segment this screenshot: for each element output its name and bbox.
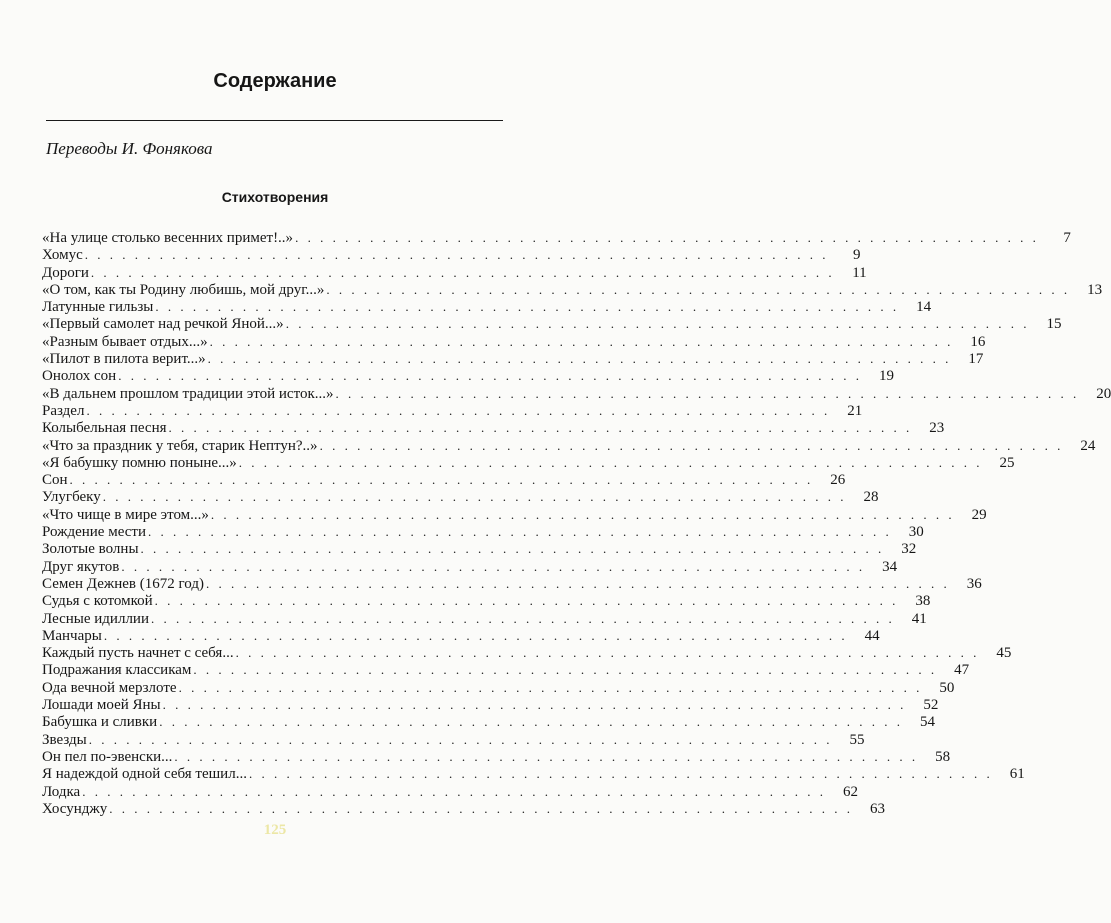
- dot-leader: . . . . . . . . . . . . . . . . . . . . . . . . . . . . . . . . . . . . . . . . . . . . . . . . . . . . . . . . . . . .: [319, 437, 1064, 453]
- toc-entry-page: 9: [853, 247, 861, 264]
- toc-entry-page: 21: [847, 402, 863, 419]
- dot-leader: . . . . . . . . . . . . . . . . . . . . . . . . . . . . . . . . . . . . . . . . . . . . . . . . . . . . . . . . . . . .: [151, 610, 895, 626]
- dot-leader: . . . . . . . . . . . . . . . . . . . . . . . . . . . . . . . . . . . . . . . . . . . . . . . . . . . . . . . . . . . .: [88, 731, 833, 747]
- toc-entry-page: 28: [863, 489, 879, 506]
- toc-entry-page: 23: [929, 420, 945, 437]
- toc-entry-page: 61: [1009, 766, 1025, 783]
- dot-leader: . . . . . . . . . . . . . . . . . . . . . . . . . . . . . . . . . . . . . . . . . . . . . . . . . . . . . . . . . . . .: [102, 489, 847, 505]
- toc-entry-page: 16: [970, 333, 986, 350]
- toc-entry-title: «Я бабушку помню поныне...»: [42, 454, 237, 471]
- toc-entry: [42, 731, 865, 748]
- toc-entry: [42, 679, 955, 696]
- toc-entry: [42, 800, 885, 817]
- toc-entry-title: Лошади моей Яны: [42, 697, 161, 714]
- toc-entry: [42, 333, 986, 350]
- toc-entry-title: Хосунджу: [42, 800, 108, 817]
- toc-entry-page: 17: [968, 351, 984, 368]
- toc-entry-page: 15: [1046, 316, 1062, 333]
- dot-leader: . . . . . . . . . . . . . . . . . . . . . . . . . . . . . . . . . . . . . . . . . . . . . . . . . . . . . . . . . . . .: [326, 281, 1071, 297]
- toc-entry-title: «Разным бывает отдых...»: [42, 333, 208, 350]
- toc-entry: [42, 558, 898, 575]
- dot-leader: . . . . . . . . . . . . . . . . . . . . . . . . . . . . . . . . . . . . . . . . . . . . . . . . . . . . . . . . . . . .: [90, 264, 835, 280]
- toc-entry-page: 34: [882, 558, 898, 575]
- toc-entry-title: Рождение мести: [42, 524, 146, 541]
- toc-entry: [42, 783, 858, 800]
- toc-entry: [42, 298, 932, 316]
- toc-entry-page: 7: [1063, 230, 1071, 246]
- toc-entry-page: 55: [849, 731, 865, 748]
- toc-entry-title: Хомус: [42, 247, 83, 264]
- toc-entry: [42, 281, 1103, 298]
- toc-entry: [42, 748, 951, 765]
- toc-entry: [42, 419, 945, 437]
- toc-entry: [42, 385, 1111, 402]
- toc-entry-title: Ода вечной мерзлоте: [42, 679, 177, 696]
- toc-entry-title: Золотые волны: [42, 541, 139, 558]
- toc-entry-title: Манчары: [42, 627, 102, 644]
- toc-entry-title: Лесные идиллии: [42, 610, 149, 627]
- toc-entry-title: «О том, как ты Родину любишь, мой друг...»: [42, 281, 325, 298]
- toc-entry-title: Звезды: [42, 731, 87, 748]
- toc-entry-page: 44: [864, 627, 880, 644]
- toc-entry-page: 36: [966, 575, 982, 592]
- toc-entry-page: 29: [971, 506, 987, 523]
- dot-leader: . . . . . . . . . . . . . . . . . . . . . . . . . . . . . . . . . . . . . . . . . . . . . . . . . . . . . . . . . . . .: [235, 645, 980, 661]
- toc-entry: [42, 713, 935, 731]
- toc-entry-title: Он пел по-эвенски...: [42, 748, 173, 765]
- toc-entry-title: «Что чище в мире этом...»: [42, 506, 209, 523]
- section-heading: Стихотворения: [221, 189, 329, 205]
- toc-entry: [42, 246, 861, 264]
- page-title: Содержание: [213, 70, 337, 92]
- toc-entry: [42, 627, 880, 644]
- toc-entry-page: 63: [870, 800, 885, 817]
- dot-leader: . . . . . . . . . . . . . . . . . . . . . . . . . . . . . . . . . . . . . . . . . . . . . . . . . . . . . . . . . . . .: [210, 506, 955, 522]
- toc-entry-page: 45: [996, 645, 1012, 662]
- toc-entry-title: Колыбельная песня: [42, 420, 167, 437]
- dot-leader: . . . . . . . . . . . . . . . . . . . . . . . . . . . . . . . . . . . . . . . . . . . . . . . . . . . . . . . . . . . .: [209, 333, 954, 349]
- dot-leader: . . . . . . . . . . . . . . . . . . . . . . . . . . . . . . . . . . . . . . . . . . . . . . . . . . . . . . . . . . . .: [109, 800, 853, 816]
- page-number: 125: [263, 822, 287, 838]
- toc-entry-page: 19: [878, 368, 894, 385]
- toc-entry-title: Латунные гильзы: [42, 299, 154, 316]
- toc-entry: [42, 523, 924, 541]
- toc-entry-page: 47: [954, 662, 970, 679]
- toc-entry-title: Бабушка и сливки: [42, 714, 158, 731]
- toc-entry: [42, 644, 1012, 662]
- dot-leader: . . . . . . . . . . . . . . . . . . . . . . . . . . . . . . . . . . . . . . . . . . . . . . . . . . . . . . . . . . . .: [159, 714, 903, 730]
- toc-entry-page: 54: [919, 714, 935, 731]
- toc-entry-title: Каждый пусть начнет с себя...: [42, 645, 234, 662]
- toc-entry: [42, 471, 846, 489]
- dot-leader: . . . . . . . . . . . . . . . . . . . . . . . . . . . . . . . . . . . . . . . . . . . . . . . . . . . . . . . . . . . .: [103, 627, 848, 643]
- toc-entry-title: Друг якутов: [42, 558, 120, 575]
- toc-entry-title: «Пилот в пилота верит...»: [42, 351, 206, 368]
- toc-entry-page: 20: [1096, 385, 1111, 402]
- toc-entry: [42, 350, 984, 368]
- dot-leader: . . . . . . . . . . . . . . . . . . . . . . . . . . . . . . . . . . . . . . . . . . . . . . . . . . . . . . . . . . . .: [147, 524, 892, 540]
- toc-entry-title: «В дальнем прошлом традиции этой исток...»: [42, 385, 334, 402]
- toc-entry-page: 62: [842, 783, 858, 800]
- toc-entry-title: Семен Дежнев (1672 год): [42, 575, 204, 592]
- toc-entry-page: 24: [1080, 437, 1096, 454]
- toc-entry-title: «Первый самолет над речкой Яной...»: [42, 316, 284, 333]
- dot-leader: . . . . . . . . . . . . . . . . . . . . . . . . . . . . . . . . . . . . . . . . . . . . . . . . . . . . . . . . . . . .: [162, 697, 907, 713]
- toc-entry-title: Раздел: [42, 402, 85, 419]
- dot-leader: . . . . . . . . . . . . . . . . . . . . . . . . . . . . . . . . . . . . . . . . . . . . . . . . . . . . . . . . . . . .: [168, 420, 913, 436]
- toc-entry: [42, 661, 970, 679]
- dot-leader: . . . . . . . . . . . . . . . . . . . . . . . . . . . . . . . . . . . . . . . . . . . . . . . . . . . . . . . . . . . .: [86, 402, 831, 418]
- toc-entry-page: 52: [923, 697, 939, 714]
- toc-entry: [42, 315, 1062, 333]
- dot-leader: . . . . . . . . . . . . . . . . . . . . . . . . . . . . . . . . . . . . . . . . . . . . . . . . . . . . . . . . . . . .: [238, 454, 983, 470]
- toc-entry: [42, 454, 1015, 471]
- toc-entry-page: 25: [999, 454, 1015, 471]
- table-of-contents: [42, 229, 1111, 817]
- toc-entry-page: 32: [901, 541, 917, 558]
- divider-rule: [46, 120, 503, 121]
- toc-entry: [42, 402, 863, 419]
- toc-entry: [42, 610, 927, 627]
- toc-entry-page: 30: [908, 524, 924, 541]
- dot-leader: . . . . . . . . . . . . . . . . . . . . . . . . . . . . . . . . . . . . . . . . . . . . . . . . . . . . . . . . . . . .: [335, 385, 1080, 401]
- toc-entry-page: 58: [935, 748, 951, 765]
- dot-leader: . . . . . . . . . . . . . . . . . . . . . . . . . . . . . . . . . . . . . . . . . . . . . . . . . . . . . . . . . . . .: [174, 748, 919, 764]
- dot-leader: . . . . . . . . . . . . . . . . . . . . . . . . . . . . . . . . . . . . . . . . . . . . . . . . . . . . . . . . . . . .: [140, 541, 885, 557]
- dot-leader: . . . . . . . . . . . . . . . . . . . . . . . . . . . . . . . . . . . . . . . . . . . . . . . . . . . . . . . . . . . .: [69, 472, 814, 488]
- toc-entry-page: 41: [911, 610, 927, 627]
- dot-leader: . . . . . . . . . . . . . . . . . . . . . . . . . . . . . . . . . . . . . . . . . . . . . . . . . . . . . . . . . . . .: [205, 575, 950, 591]
- toc-entry-page: 11: [852, 264, 867, 281]
- toc-entry: [42, 506, 987, 523]
- translator-credit: Переводы И. Фонякова: [46, 139, 213, 158]
- dot-leader: . . . . . . . . . . . . . . . . . . . . . . . . . . . . . . . . . . . . . . . . . . . . . . . . . . . . . . . . . . . .: [178, 679, 923, 695]
- toc-entry-title: Судья с котомкой: [42, 593, 153, 610]
- toc-entry: [42, 592, 931, 610]
- toc-entry-title: Онолох сон: [42, 368, 117, 385]
- dot-leader: . . . . . . . . . . . . . . . . . . . . . . . . . . . . . . . . . . . . . . . . . . . . . . . . . . . . . . . . . . . .: [248, 766, 993, 782]
- toc-entry: [42, 264, 867, 281]
- toc-entry-page: 38: [915, 593, 931, 610]
- toc-entry-page: 13: [1087, 281, 1103, 298]
- toc-entry-page: 26: [830, 472, 846, 489]
- toc-entry-title: Дороги: [42, 264, 89, 281]
- toc-entry-title: «Что за праздник у тебя, старик Нептун?..»: [42, 437, 318, 454]
- dot-leader: . . . . . . . . . . . . . . . . . . . . . . . . . . . . . . . . . . . . . . . . . . . . . . . . . . . . . . . . . . . .: [154, 593, 899, 609]
- toc-entry: [42, 437, 1096, 454]
- dot-leader: . . . . . . . . . . . . . . . . . . . . . . . . . . . . . . . . . . . . . . . . . . . . . . . . . . . . . . . . . . . .: [193, 662, 938, 678]
- dot-leader: . . . . . . . . . . . . . . . . . . . . . . . . . . . . . . . . . . . . . . . . . . . . . . . . . . . . . . . . . . . .: [82, 783, 826, 799]
- toc-entry: [42, 696, 939, 714]
- toc-entry: [42, 367, 894, 385]
- dot-leader: . . . . . . . . . . . . . . . . . . . . . . . . . . . . . . . . . . . . . . . . . . . . . . . . . . . . . . . . . . . .: [118, 368, 862, 384]
- toc-entry-title: Сон: [42, 472, 68, 489]
- toc-entry: [42, 229, 1071, 246]
- dot-leader: . . . . . . . . . . . . . . . . . . . . . . . . . . . . . . . . . . . . . . . . . . . . . . . . . . . . . . . . . . . .: [84, 247, 829, 263]
- toc-entry-page: 50: [939, 679, 955, 696]
- toc-entry-title: «На улице столько весенних примет!..»: [42, 230, 294, 246]
- toc-entry-title: Подражания классикам: [42, 662, 192, 679]
- toc-entry-title: Улугбеку: [42, 489, 101, 506]
- toc-entry: [42, 765, 1025, 783]
- toc-entry-page: 14: [916, 299, 932, 316]
- toc-entry: [42, 488, 879, 506]
- dot-leader: . . . . . . . . . . . . . . . . . . . . . . . . . . . . . . . . . . . . . . . . . . . . . . . . . . . . . . . . . . . .: [207, 351, 952, 367]
- dot-leader: . . . . . . . . . . . . . . . . . . . . . . . . . . . . . . . . . . . . . . . . . . . . . . . . . . . . . . . . . . . .: [295, 230, 1039, 245]
- toc-entry-title: Я надеждой одной себя тешил...: [42, 766, 247, 783]
- dot-leader: . . . . . . . . . . . . . . . . . . . . . . . . . . . . . . . . . . . . . . . . . . . . . . . . . . . . . . . . . . . .: [155, 299, 900, 315]
- toc-entry: [42, 575, 982, 592]
- toc-entry: [42, 540, 917, 558]
- dot-leader: . . . . . . . . . . . . . . . . . . . . . . . . . . . . . . . . . . . . . . . . . . . . . . . . . . . . . . . . . . . .: [285, 316, 1030, 332]
- toc-entry-title: Лодка: [42, 783, 81, 800]
- dot-leader: . . . . . . . . . . . . . . . . . . . . . . . . . . . . . . . . . . . . . . . . . . . . . . . . . . . . . . . . . . . .: [121, 558, 866, 574]
